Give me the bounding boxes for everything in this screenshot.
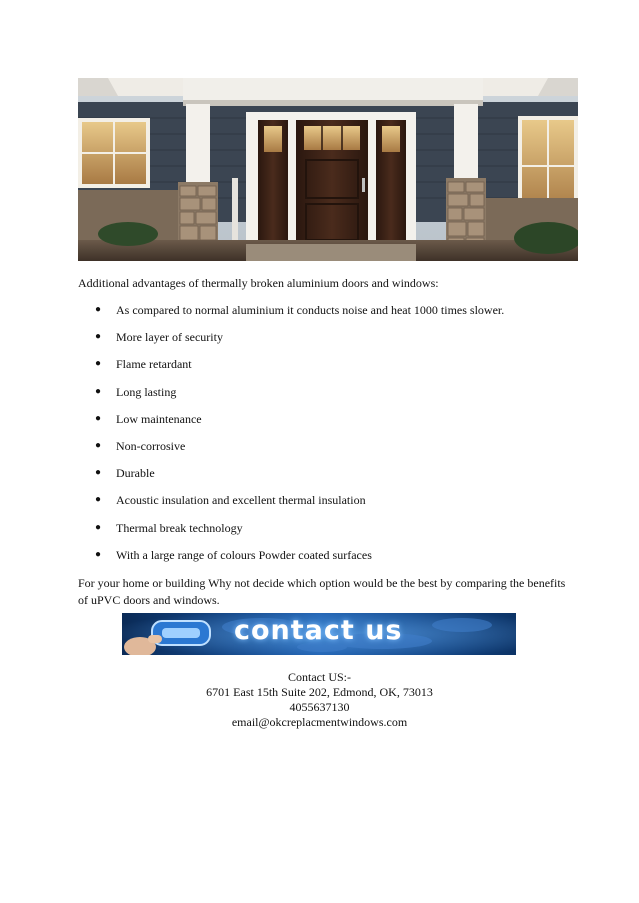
list-item: ● With a large range of colours Powder coated surfaces (95, 547, 372, 562)
list-item: ● Acoustic insulation and excellent thermal insulation (95, 493, 366, 508)
list-item: ● Flame retardant (95, 357, 192, 372)
bullet-icon: ● (95, 548, 102, 560)
bullet-icon: ● (95, 494, 102, 506)
bullet-icon: ● (95, 467, 102, 479)
contact-heading: Contact US:- (288, 670, 351, 684)
bullet-icon: ● (95, 331, 102, 343)
list-item: ● Low maintenance (95, 411, 202, 426)
contact-phone: 4055637130 (289, 700, 350, 714)
list-item: ● More layer of security (95, 330, 223, 345)
bullet-icon: ● (95, 521, 102, 533)
bullet-icon: ● (95, 412, 102, 424)
bullet-icon: ● (95, 358, 102, 370)
bullet-icon: ● (95, 439, 102, 451)
list-item: ● Durable (95, 466, 155, 481)
list-item: ● Non-corrosive (95, 438, 186, 453)
bullet-icon: ● (95, 304, 102, 315)
banner-label: contact us (234, 615, 403, 646)
contact-us-banner[interactable] (122, 613, 516, 655)
intro-text: Additional advantages of thermally broken aluminium doors and windows: (78, 276, 439, 290)
contact-email[interactable]: email@okcreplacmentwindows.com (231, 715, 408, 729)
bullet-icon: ● (95, 385, 102, 397)
house-entrance-photo (78, 78, 578, 261)
closing-text: For your home or building Why not decide which option would be the best by comparing the benefits of uPVC doors and windows. (78, 576, 566, 607)
contact-address: 6701 East 15th Suite 202, Edmond, OK, 73013 (206, 685, 433, 699)
list-item: ● Thermal break technology (95, 520, 243, 535)
advantages-list (78, 296, 578, 568)
list-item: ● As compared to normal aluminium it conducts noise and heat 1000 times slower. (95, 303, 505, 317)
list-item: ● Long lasting (95, 384, 177, 399)
contact-info (0, 670, 639, 730)
